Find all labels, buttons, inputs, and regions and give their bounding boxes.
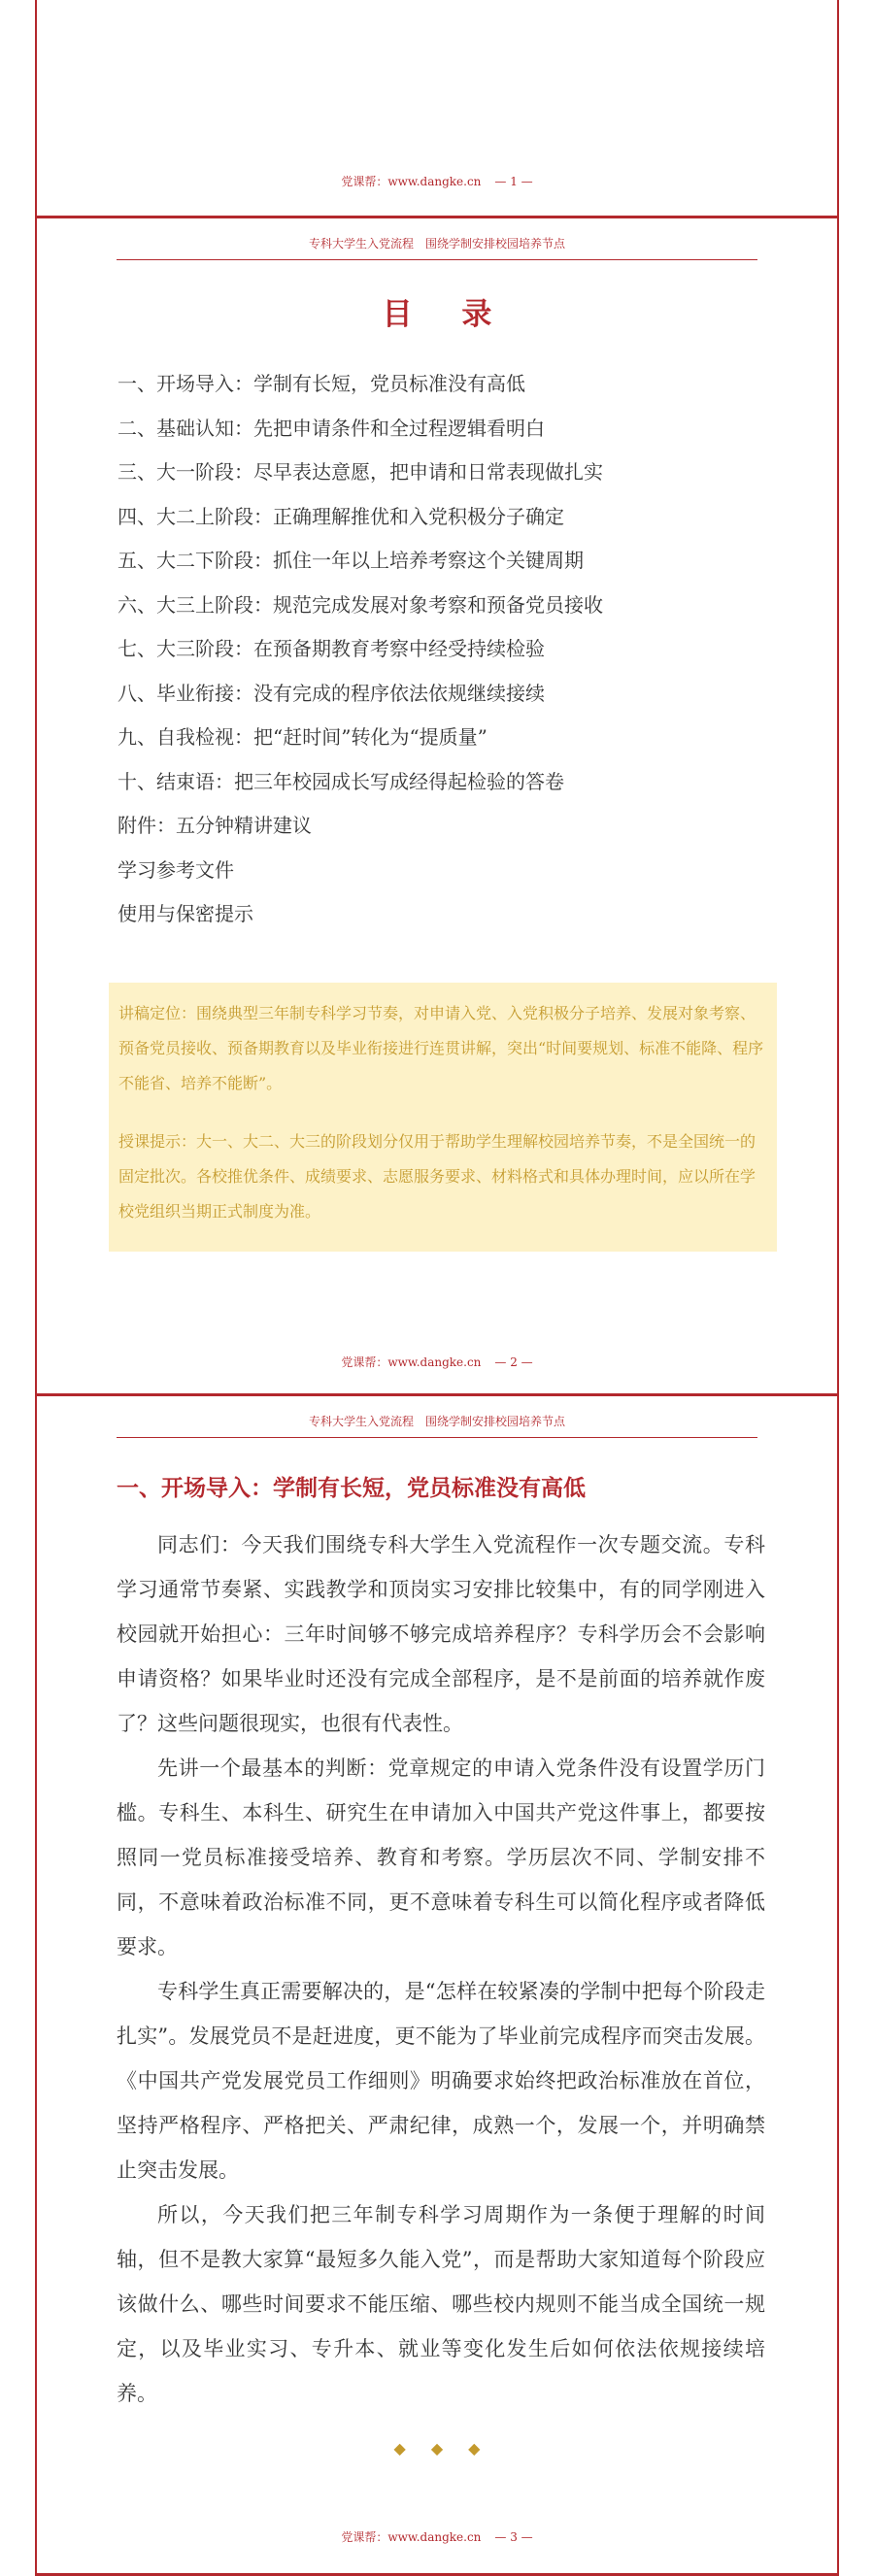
footer-site: 党课帮：www.dangke.cn bbox=[341, 2530, 482, 2544]
note-positioning: 讲稿定位：围绕典型三年制专科学习节奏，对申请入党、入党积极分子培养、发展对象考察、预备党员接收、预备期教育以及毕业衔接进行连贯讲解，突出“时间要规划、标准不能降、程序不能省、培养不能断”。 bbox=[118, 1004, 764, 1092]
toc-item[interactable]: 九、自我检视：把“赶时间”转化为“提质量” bbox=[118, 725, 487, 749]
toc-list bbox=[118, 369, 603, 944]
page-footer bbox=[0, 2528, 874, 2545]
page-number: — 3 — bbox=[494, 2530, 533, 2544]
section-title: 一、开场导入：学制有长短，党员标准没有高低 bbox=[117, 1476, 586, 1501]
body-paragraph: 先讲一个最基本的判断：党章规定的申请入党条件没有设置学历门槛。专科生、本科生、研究生在申请加入中国共产党这件事上，都要按照同一党员标准接受培养、教育和考察。学历层次不同、学制安排不同，不意味着政治标准不同，更不意味着专科生可以简化程序或者降低要求。 bbox=[117, 1756, 765, 1958]
toc-item[interactable]: 五、大二下阶段：抓住一年以上培养考察这个关键周期 bbox=[118, 549, 584, 572]
toc-item[interactable]: 附件：五分钟精讲建议 bbox=[118, 814, 312, 837]
page-footer bbox=[0, 1354, 874, 1370]
diamond-divider-icon: ◆◆◆ bbox=[393, 2439, 506, 2458]
page-number: — 2 — bbox=[494, 1355, 533, 1369]
lecture-note-box bbox=[109, 983, 777, 1252]
section-body bbox=[117, 1522, 765, 2416]
toc-item[interactable]: 二、基础认知：先把申请条件和全过程逻辑看明白 bbox=[118, 416, 545, 440]
page-number: — 1 — bbox=[494, 175, 533, 188]
toc-item[interactable]: 六、大三上阶段：规范完成发展对象考察和预备党员接收 bbox=[118, 592, 603, 617]
toc-title: 目 录 bbox=[382, 297, 512, 332]
footer-site: 党课帮：www.dangke.cn bbox=[341, 175, 482, 188]
toc-item[interactable]: 一、开场导入：学制有长短，党员标准没有高低 bbox=[118, 372, 525, 395]
page-header: 专科大学生入党流程 围绕学制安排校园培养节点 bbox=[117, 1413, 757, 1438]
toc-item[interactable]: 三、大一阶段：尽早表达意愿，把申请和日常表现做扎实 bbox=[118, 460, 603, 484]
toc-item[interactable]: 十、结束语：把三年校园成长写成经得起检验的答卷 bbox=[118, 769, 564, 793]
footer-site: 党课帮：www.dangke.cn bbox=[341, 1355, 482, 1369]
page-header: 专科大学生入党流程 围绕学制安排校园培养节点 bbox=[117, 235, 757, 260]
toc-item[interactable]: 学习参考文件 bbox=[118, 857, 234, 882]
body-paragraph: 专科学生真正需要解决的，是“怎样在较紧凑的学制中把每个阶段走扎实”。发展党员不是赶进度，更不能为了毕业前完成程序而突击发展。《中国共产党发展党员工作细则》明确要求始终把政治标准放在首位，坚持严格程序、严格把关、严肃纪律，成熟一个，发展一个，并明确禁止突击发展。 bbox=[117, 1980, 765, 2182]
page-footer bbox=[0, 173, 874, 189]
toc-item[interactable]: 使用与保密提示 bbox=[118, 902, 253, 925]
body-paragraph: 所以，今天我们把三年制专科学习周期作为一条便于理解的时间轴，但不是教大家算“最短多久能入党”，而是帮助大家知道每个阶段应该做什么、哪些时间要求不能压缩、哪些校内规则不能当成全国统一规定，以及毕业实习、专升本、就业等变化发生后如何依法依规接续培养。 bbox=[117, 2203, 765, 2405]
note-tip: 授课提示：大一、大二、大三的阶段划分仅用于帮助学生理解校园培养节奏，不是全国统一的固定批次。各校推优条件、成绩要求、志愿服务要求、材料格式和具体办理时间，应以所在学校党组织当期正式制度为准。 bbox=[118, 1132, 756, 1221]
toc-item[interactable]: 四、大二上阶段：正确理解推优和入党积极分子确定 bbox=[118, 504, 564, 528]
body-paragraph: 同志们：今天我们围绕专科大学生入党流程作一次专题交流。专科学习通常节奏紧、实践教学和顶岗实习安排比较集中，有的同学刚进入校园就开始担心：三年时间够不够完成培养程序？专科学历会不会影响申请资格？如果毕业时还没有完成全部程序，是不是前面的培养就作废了？这些问题很现实，也很有代表性。 bbox=[117, 1533, 765, 1735]
toc-item[interactable]: 七、大三阶段：在预备期教育考察中经受持续检验 bbox=[118, 637, 545, 660]
toc-item[interactable]: 八、毕业衔接：没有完成的程序依法依规继续接续 bbox=[118, 681, 545, 705]
